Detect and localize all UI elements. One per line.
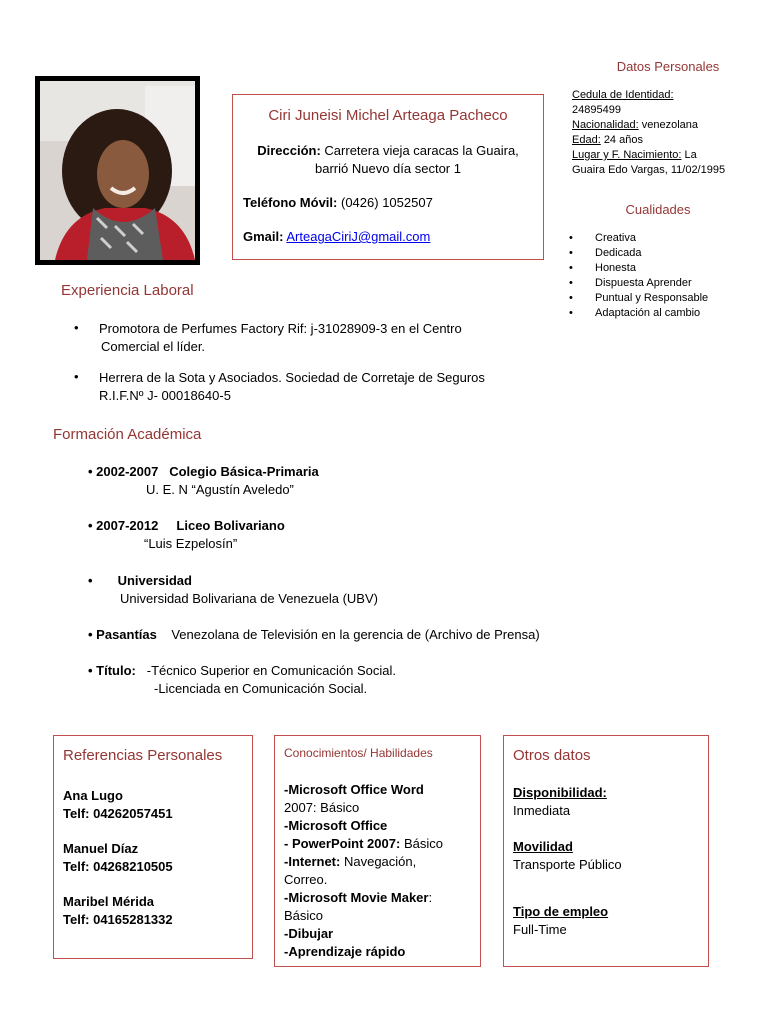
referencia-3 <box>63 893 173 929</box>
formacion-universidad: • Universidad Universidad Bolivariana de Venezuela (UBV) <box>88 572 528 608</box>
skill-word: -Microsoft Office Word <box>284 782 424 797</box>
movilidad-label: Movilidad <box>513 839 573 854</box>
skill-moviemaker: -Microsoft Movie Maker <box>284 890 429 905</box>
primaria-years: 2002-2007 <box>96 464 159 479</box>
referencia-name: Ana Lugo <box>63 788 123 803</box>
lugar-label: Lugar y F. Nacimiento: <box>572 149 682 161</box>
movilidad-value: Transporte Público <box>513 857 622 872</box>
cualidad-item: • Puntual y Responsable <box>569 291 764 306</box>
skill-word-level-label: 2007: <box>284 800 317 815</box>
pasantias-label: Pasantías <box>96 627 157 642</box>
formacion-title: Formación Académica <box>53 426 202 443</box>
skill-dibujar: -Dibujar <box>284 926 334 941</box>
referencia-1 <box>63 787 173 823</box>
edad-value: 24 años <box>603 134 643 146</box>
referencia-phone: Telf: 04262057451 <box>63 806 173 821</box>
liceo-school: Liceo Bolivariano <box>176 518 285 533</box>
experiencia-title: Experiencia Laboral <box>61 282 194 299</box>
address-label: Dirección: <box>257 143 321 158</box>
skill-aprendizaje: -Aprendizaje rápido <box>284 944 406 959</box>
empleo-value: Full-Time <box>513 922 567 937</box>
experiencia-item-1-line-1: Promotora de Perfumes Factory Rif: j-31028909-3 en el Centro <box>99 321 462 336</box>
titulo-1: -Técnico Superior en Comunicación Social. <box>146 663 397 678</box>
skill-ppt-level: Básico <box>403 836 443 851</box>
lugar-value-2: Guaira Edo Vargas, 11/02/1995 <box>572 164 726 176</box>
address <box>233 142 543 178</box>
referencias-box <box>53 735 253 959</box>
cualidad-item: • Dispuesta Aprender <box>569 276 764 291</box>
referencia-phone: Telf: 04268210505 <box>63 859 173 874</box>
nacionalidad-label: Nacionalidad: <box>572 119 639 131</box>
skill-word-level: Básico <box>320 800 360 815</box>
address-line-1: Carretera vieja caracas la Guaira, <box>324 143 519 158</box>
profile-photo <box>35 76 200 265</box>
bullet: • <box>74 320 79 335</box>
phone <box>243 195 433 210</box>
titulo-2: -Licenciada en Comunicación Social. <box>154 681 368 696</box>
gmail-link[interactable]: ArteagaCiriJ@gmail.com <box>286 229 431 244</box>
pasantias-text: Venezolana de Televisión en la gerencia de (Archivo de Prensa) <box>171 627 540 642</box>
skill-office: -Microsoft Office <box>284 818 388 833</box>
datos-personales-title: Datos Personales <box>616 59 720 74</box>
skill-moviemaker-colon: : <box>428 890 433 905</box>
experiencia-item-1 <box>99 320 529 356</box>
cedula-label: Cedula de Identidad: <box>572 89 674 101</box>
cualidad-item: • Creativa <box>569 231 764 246</box>
skill-moviemaker-level: Básico <box>284 908 324 923</box>
liceo-name: “Luis Ezpelosín” <box>144 536 238 551</box>
cedula-value: 24895499 <box>572 104 621 116</box>
phone-value: (0426) 1052507 <box>341 195 433 210</box>
skill-ppt: - PowerPoint 2007: <box>284 836 401 851</box>
referencias-title: Referencias Personales <box>63 747 223 764</box>
experiencia-item-2 <box>99 369 539 405</box>
experiencia-item-2-line-1: Herrera de la Sota y Asociados. Sociedad de Corretaje de Seguros <box>99 370 485 385</box>
nacionalidad-value: venezolana <box>641 119 698 131</box>
formacion-primaria: • 2002-2007 Colegio Básica-Primaria U. E. N “Agustín Aveledo” <box>88 463 508 499</box>
cualidades-list <box>569 231 764 321</box>
address-line-2: barrió Nuevo día sector 1 <box>315 161 461 176</box>
titulo-label: Título: <box>96 663 136 678</box>
referencia-name: Maribel Mérida <box>63 894 155 909</box>
cualidad-item: • Dedicada <box>569 246 764 261</box>
empleo-label: Tipo de empleo <box>513 904 609 919</box>
gmail-label: Gmail: <box>243 229 284 244</box>
formacion-liceo: • 2007-2012 Liceo Bolivariano “Luis Ezpelosín” <box>88 517 508 553</box>
otros-movilidad <box>513 838 703 874</box>
skill-internet-value-2: Correo. <box>284 872 328 887</box>
formacion-titulo: • Título: -Técnico Superior en Comunicación Social. -Licenciada en Comunicación Social. <box>88 662 528 698</box>
bullet: • <box>74 369 79 384</box>
datos-personales-body <box>572 88 764 178</box>
disponibilidad-value: Inmediata <box>513 803 571 818</box>
cualidad-item: • Adaptación al cambio <box>569 306 764 321</box>
referencia-name: Manuel Díaz <box>63 841 139 856</box>
otros-title: Otros datos <box>513 747 591 764</box>
experiencia-item-1-line-2: Comercial el líder. <box>101 339 206 354</box>
contact-box <box>232 94 544 260</box>
full-name: Ciri Juneisi Michel Arteaga Pacheco <box>268 107 508 124</box>
otros-box <box>503 735 709 967</box>
skill-internet: -Internet: <box>284 854 341 869</box>
conocimientos-list <box>284 781 474 961</box>
otros-empleo <box>513 903 703 939</box>
gmail <box>243 229 430 244</box>
disponibilidad-label: Disponibilidad: <box>513 785 607 800</box>
referencia-2 <box>63 840 173 876</box>
primaria-school: Colegio Básica-Primaria <box>169 464 319 479</box>
cualidades-title: Cualidades <box>625 202 691 217</box>
otros-disponibilidad <box>513 784 703 820</box>
skill-internet-value-1: Navegación, <box>343 854 417 869</box>
phone-label: Teléfono Móvil: <box>243 195 338 210</box>
liceo-years: 2007-2012 <box>96 518 159 533</box>
lugar-value-1: La <box>684 149 697 161</box>
conocimientos-box <box>274 735 481 967</box>
edad-label: Edad: <box>572 134 601 146</box>
universidad-name: Universidad Bolivariana de Venezuela (UBV) <box>120 591 378 606</box>
referencia-phone: Telf: 04165281332 <box>63 912 173 927</box>
primaria-name: U. E. N “Agustín Aveledo” <box>146 482 294 497</box>
experiencia-item-2-line-2: R.I.F.Nº J- 00018640-5 <box>99 388 231 403</box>
conocimientos-title: Conocimientos/ Habilidades <box>284 746 433 760</box>
universidad-label: Universidad <box>117 573 192 588</box>
formacion-pasantias: • Pasantías Venezolana de Televisión en la gerencia de (Archivo de Prensa) <box>88 627 540 642</box>
cualidad-item: • Honesta <box>569 261 764 276</box>
